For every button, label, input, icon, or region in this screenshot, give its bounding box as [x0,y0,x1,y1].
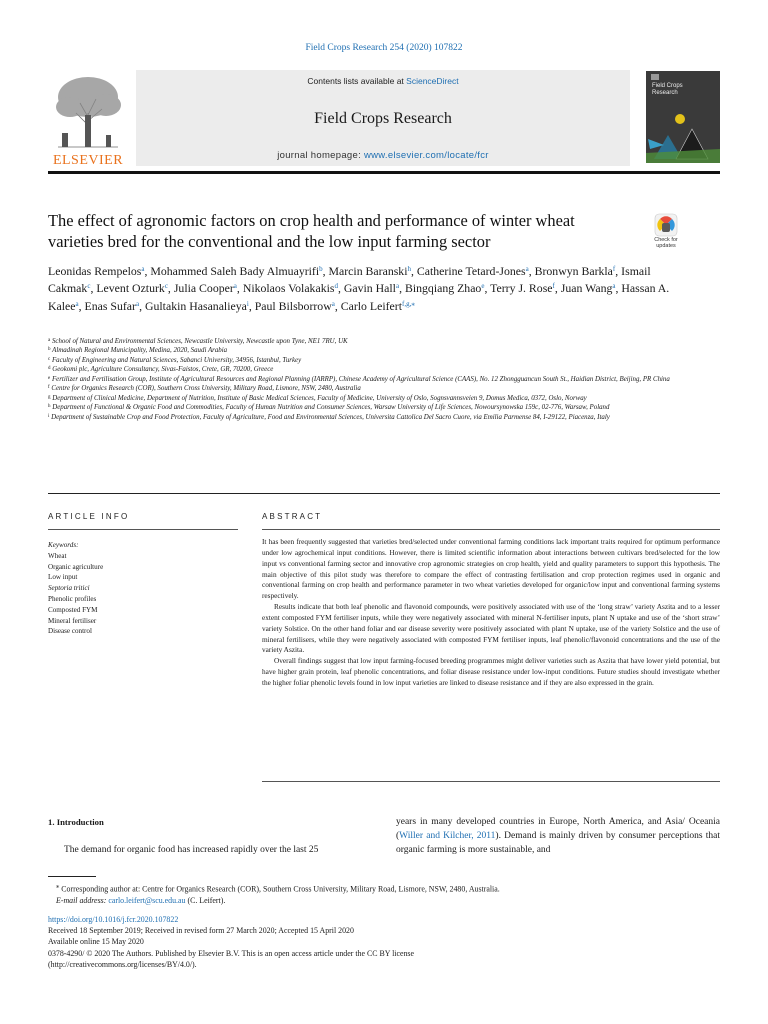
doi-link[interactable]: https://doi.org/10.1016/j.fcr.2020.107822 [48,915,179,924]
footnote-mark: ⁎ [56,883,60,890]
homepage-link[interactable]: www.elsevier.com/locate/fcr [363,150,489,161]
author-affiliation-mark[interactable]: a [612,282,616,291]
author[interactable] [344,281,399,295]
check-for-updates-button[interactable] [645,213,687,259]
keyword: Low input [48,573,78,582]
affiliation-text: Geokomi plc, Agriculture Consultancy, Sivas-Faistos, Crete, GR, 70200, Greece [52,366,274,374]
author-list: Leonidas Rempelos$^a$, Mohammed Saleh Bady Almuayrifi$^b$, Marcin Baranski$^h$, Catherine Tetard-Jones$^a$, Bronwyn Barkla$^f$, Ismail Cakmak$^c$, Levent Ozturk$^c$, Julia Cooper$^a$, Nikolaos Volakakis$^d$, Gavin Hall$^a$, Bingqiang Zhao$^e$, Terry J. Rose$^f$, Juan Wang$^a$, Hassan A. Kalee$^a$, Enas Sufar$^a$, Gultakin Hasanalieya$^i$, Paul Bilsborrow$^a$, Carlo Leifert$^{f,g,⁎}$ [48,264,670,313]
article-info-heading: ARTICLE INFO [48,512,130,521]
affiliation-mark: c [48,356,51,362]
keyword: Septoria tritici [48,584,90,593]
citation-link[interactable]: Willer and Kilcher, 2011 [399,831,496,842]
affiliation-mark: h [48,404,51,410]
keyword: Disease control [48,627,92,636]
license-url: (http://creativecommons.org/licenses/BY/4.0/). [48,959,197,969]
footnote-rule [48,876,96,877]
received-dates: Received 18 September 2019; Received in revised form 27 March 2020; Accepted 15 April 2020 [48,926,354,936]
abstract-paragraph: Overall findings suggest that low input farming-focused breeding programmes might deliver varieties such as Aszita that have lower yield potential, but have higher grain protein, leaf phenolic concentrations, and foliar disease resistance under low-input conditions. Future studies should investigate whether the higher foliar phenolic levels found in low input varieties are linked to disease resistance and if they are also expressed in the grain. [262,656,720,687]
journal-cover-thumbnail[interactable] [646,71,720,163]
author[interactable] [255,299,335,313]
author[interactable] [174,281,237,295]
affiliation [48,365,698,374]
crossmark-label: Check for updates [654,237,678,249]
affiliation-text: Almadinah Regional Municipality, Medina, 2020, Saudi Arabia [52,347,228,355]
keywords-label: Keywords: [48,541,79,549]
author-name: Terry J. Rose [490,281,553,296]
affiliation-mark: d [48,366,51,372]
affiliation [48,413,698,422]
elsevier-tree-icon [48,73,128,151]
keyword: Composted FYM [48,605,98,614]
affiliation [48,403,698,412]
abstract-heading: ABSTRACT [262,512,323,521]
corresponding-author-text: Corresponding author at: Centre for Organics Research (COR), Southern Cross University, Military Road, Lismore, NSW, 2480, Australia. [61,884,500,894]
affiliation-text: Department of Clinical Medicine, Department of Nutrition, Institute of Basic Medical Sciences, Faculty of Medicine, University of Oslo, Sognsvannsveien 9, Domus Medica, 0372, Oslo, Norway [52,394,587,402]
author-affiliation-mark[interactable]: h [407,265,411,273]
author-name: Mohammed Saleh Bady Almuayrifi [150,264,320,278]
author-affiliation-mark[interactable]: f [612,265,616,273]
affiliation-mark: f [48,385,50,391]
author-name: Nikolaos Volakakis [242,281,335,296]
author[interactable] [85,299,140,313]
article-info-rule [48,529,238,530]
cover-artwork-icon [646,109,720,163]
author-name: Marcin Baranski [328,264,408,278]
author-affiliation-mark[interactable]: e [481,282,485,291]
affiliation-mark: a [48,338,51,343]
corresponding-author-line [48,881,708,895]
author[interactable] [405,281,484,295]
author[interactable] [145,299,249,313]
affiliation-mark: e [48,375,51,381]
author-name: Carlo Leifert [340,298,402,313]
affiliation [48,384,698,393]
affiliation-mark: b [48,347,51,353]
author-name: Leonidas Rempelos [48,264,142,278]
abstract-paragraph: Results indicate that both leaf phenolic and flavonoid compounds, were positively associated with use of the ‘long straw’ variety Aszita and to a lesser extent composted FYM fertiliser inputs, while they were negatively associated with mineral N-fertiliser inputs, plant N uptake and use of the ‘short straw’ variety Solstice. On the other hand foliar and ear disease severity were positively associated with plant N uptake, use of the variety Solstice and the use of mineral fertilisers, while they were negatively associated with composted FYM fertiliser inputs, leaf phenolic/flavonoid concentrations and the use of the variety Aszita. [262,602,720,655]
affiliation [48,346,698,355]
contents-line [136,76,630,86]
affiliation-mark: i [48,413,50,419]
affiliation-text: Centre for Organics Research (COR), Southern Cross University, Military Road, Lismore, NSW, 2480, Australia [51,385,361,393]
author-affiliation-mark[interactable]: b [319,265,323,273]
keyword: Mineral fertiliser [48,616,97,625]
available-online: Available online 15 May 2020 [48,937,144,947]
journal-name: Field Crops Research [314,110,452,127]
author-affiliation-mark[interactable]: f [552,282,555,291]
affiliation-text: Faculty of Engineering and Natural Sciences, Sabanci University, 34956, Istanbul, Turkey [51,356,302,364]
section-divider [48,493,720,494]
masthead-center-box [136,70,630,166]
email-suffix: (C. Leifert). [185,895,226,905]
author-name: Gultakin Hasanalieya [144,298,247,313]
homepage-line [136,150,630,161]
keywords-block [48,540,238,637]
author-affiliation-mark[interactable]: a [395,282,400,291]
affiliation-list [48,337,698,422]
author-name: Gavin Hall [343,281,396,296]
author[interactable] [243,281,338,295]
author-name: Bronwyn Barkla [534,264,613,278]
author[interactable] [96,281,168,295]
homepage-label: journal homepage: [277,150,364,161]
keyword: Organic agriculture [48,562,104,571]
author-name: Bingqiang Zhao [404,281,482,296]
affiliation [48,375,698,384]
publication-info [48,914,708,970]
abstract-paragraph: It has been frequently suggested that varieties bred/selected under conventional farming conditions lack important traits required for optimum performance under low agrochemical input conditions. However, there is limited scientific information about interactions between cultivars bred/selected for the low input vs conventional farming sector and innovative crop agronomic strategies on crop health, yield and quality parameters to support this hypothesis. The main objective of this pilot study was therefore to compare the effect of contrasting fertilisation and crop protection regimes used in organic and conventional farming on crop health and performance parameter in two wheat varieties developed for organic/low input and conventional farming systems respectively. [262,537,720,601]
crossmark-icon [645,213,687,237]
article-title: The effect of agronomic factors on crop health and performance of winter wheat varieties bred for the conventional and the low input farming sector [48,211,575,251]
author-affiliation-mark[interactable]: c [164,282,168,291]
cover-logo-icon [651,74,659,80]
author[interactable] [150,264,322,278]
author-affiliation-mark[interactable]: a [525,265,529,273]
author-name: Enas Sufar [84,298,136,313]
author[interactable] [48,264,144,278]
author-affiliation-mark[interactable]: a [141,265,145,273]
elsevier-logo [48,73,128,167]
corresponding-author-footnote [48,881,708,906]
author[interactable] [417,264,529,278]
author-affiliation-mark[interactable]: a [233,282,237,291]
abstract-bottom-rule [262,781,720,782]
license-line: 0378-4290/ © 2020 The Authors. Published by Elsevier B.V. This is an open access article under the CC BY license [48,948,414,958]
author-name: Hassan A. Kalee [48,281,670,313]
author-affiliation-mark[interactable]: i [246,299,249,308]
introduction-paragraph-right [396,815,720,858]
author[interactable] [341,299,415,313]
author-affiliation-mark[interactable]: a [75,299,79,308]
affiliation [48,394,698,403]
email-label: E-mail address: [56,895,109,905]
author[interactable] [490,281,555,295]
contents-prefix: Contents lists available at [307,76,407,86]
abstract-body [262,537,720,689]
author-affiliation-mark[interactable]: a [135,299,140,308]
author-name: Juan Wang [560,281,613,296]
author-affiliation-mark[interactable]: f,g,⁎ [402,299,415,308]
sciencedirect-link[interactable]: ScienceDirect [406,76,459,86]
keyword: Wheat [48,551,67,560]
author-affiliation-mark[interactable]: c [87,282,91,291]
elsevier-wordmark: ELSEVIER [52,153,124,168]
masthead [48,69,720,171]
affiliation [48,337,698,346]
author[interactable] [329,264,411,278]
author[interactable] [561,281,616,295]
email-link[interactable]: carlo.leifert@scu.edu.au [108,895,186,905]
keyword: Phenolic profiles [48,594,97,603]
author-name: Paul Bilsborrow [254,298,332,313]
intro-text: years in many developed countries in Europe, North America, and Asia/ Oceania ( [396,817,720,842]
masthead-rule [48,171,720,174]
affiliation-text: Fertilizer and Fertilisation Group, Institute of Agricultural Resources and Regional Planning (IARRP), Chinese Academy of Agricultural Science (CAAS), No. 12 Zhongguancun South St., Haidian District, Beijing, PR China [51,375,670,383]
cover-title: Field Crops Research [652,83,683,96]
email-line [48,895,708,906]
author[interactable] [535,264,616,278]
author-affiliation-mark[interactable]: d [334,282,338,291]
affiliation-text: School of Natural and Environmental Sciences, Newcastle University, Newcastle upon Tyne, NE1 7RU, UK [51,338,348,345]
affiliation [48,356,698,365]
intro-text: ). Demand is mainly driven by consumer perceptions that organic farming is more sustainable, and [396,831,720,856]
abstract-rule [262,529,720,530]
author-name: Julia Cooper [173,281,234,296]
affiliation-mark: g [48,394,51,400]
affiliation-text: Department of Functional & Organic Food and Commodities, Faculty of Human Nutrition and Consumer Sciences, Warsaw University of Life Sciences, Nowoursynowska 159c, 02-776, Warsaw, Poland [52,404,610,412]
affiliation-text: Department of Sustainable Crop and Food Protection, Faculty of Agriculture, Food and Environmental Sciences, Universita Cattolica Del Sacro Cuore, via Emilia Parmense 84, I-29122, Piacenza, Italy [51,413,610,421]
keywords-list [48,551,238,637]
author-name: Ismail Cakmak [48,264,651,296]
author-name: Levent Ozturk [96,281,165,296]
author-name: Catherine Tetard-Jones [416,264,526,278]
author-affiliation-mark[interactable]: a [331,299,335,308]
journal-reference[interactable]: Field Crops Research 254 (2020) 107822 [305,43,463,53]
introduction-heading: 1. Introduction [48,817,104,827]
introduction-paragraph-left: The demand for organic food has increased rapidly over the last 25 [64,845,319,855]
